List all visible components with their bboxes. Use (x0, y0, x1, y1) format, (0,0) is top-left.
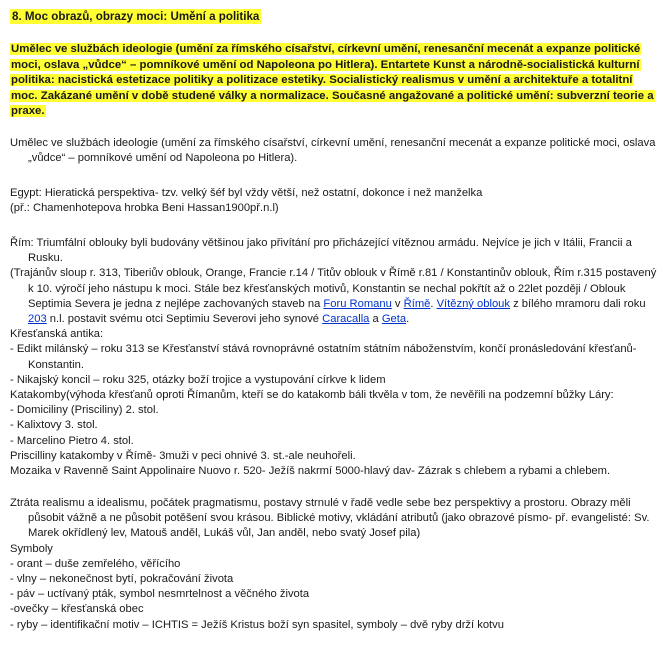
egypt-line-1: Egypt: Hieratická perspektiva- tzv. velký šéf byl vždy větší, než ostatní, dokonce i než manželka (10, 187, 483, 199)
symbol-item: -ovečky – křesťanská obec (10, 603, 144, 616)
christian-item: Katakomby(výhoda křesťanů oproti Římanům, kteří se do katakomb báli tkvěla v tom, že nevěřili na podzemní bůžky Láry: (10, 389, 614, 402)
link-caracalla[interactable]: Caracalla (322, 313, 370, 326)
christian-heading: Křesťanská antika: (10, 328, 104, 341)
summary-text: Umělec ve službách ideologie (umění za římského císařství, církevní umění, renesanční mecenát a expanze politické moci, oslava „vůdce“ – pomníkové umění od Napoleona po Hitlera). Entartete Kunst a národně-socialistická kulturní politika: nacistická estetizace politiky a politizace estetiky. Socialistický realismus v umění a architektuře a totalitní moc. Zakázané umění v době studené války a normalizace. Současné angažované a politické umění: subverzní teorie a praxe. (11, 43, 654, 118)
christian-item: - Marcelino Pietro 4. stol. (10, 434, 134, 447)
rome-examples-c: . (430, 297, 437, 310)
rome-section (10, 236, 662, 479)
rome-examples-g: . (406, 313, 410, 326)
rome-examples-a: (Trajánův sloup r. 313, Tiberiův oblouk, Orange, Francie r.14 / Titův oblouk v Římě r.81 / Konstantinův oblouk, Řím r.315 postavený k 10. výročí jeho nástupu k moci. Stále bez křesťanských motivů, Konstantin se nechal pokřtít až o 22let později / Oblouk Septimia Severa je jedna z nejlépe zachovaných staveb na (10, 267, 657, 310)
link-203[interactable]: 203 (28, 313, 47, 326)
realism-text: Ztráta realismu a idealismu, počátek pragmatismu, postavy strnulé v řadě vedle sebe bez perspektivy a prostoru. Obrazy měli působit vážně a ne působit potěšení svou krásou. Biblické motivy, vkládání atributů (jako obrazové písmo- př. evangelisté: Sv. Marek okřídlený lev, Matouš anděl, Lukáš vůl, Jan anděl, nebo svatý Josef pila) (10, 497, 650, 540)
christian-item: Priscilliny katakomby v Římě- 3muži v peci ohnivé 3. st.-ale neuhořeli. (10, 449, 356, 462)
symbol-item: - páv – uctívaný pták, symbol nesmrtelnost a věčného života (10, 588, 310, 601)
rome-examples-b: v (391, 297, 404, 310)
link-foru-romanu[interactable]: Foru Romanu (323, 297, 392, 310)
intro-text: Umělec ve službách ideologie (umění za římského císařství, církevní umění, renesanční mecenát a expanze politické moci, oslava „vůdce“ – pomníkové umění od Napoleona po Hitlera). (10, 137, 656, 165)
rome-text: Řím: Triumfální oblouky byli budovány většinou jako přivítání pro přicházející vítěznou armádu. Nejvíce je jich v Itálii, Francii a Rusku. (10, 237, 632, 265)
symbol-item: - orant – duše zemřelého, věřícího (10, 557, 181, 570)
highlighted-summary (10, 42, 656, 120)
rome-examples (10, 266, 662, 327)
intro-paragraph (10, 136, 662, 166)
christian-item: - Kalixtovy 3. stol. (10, 419, 98, 432)
section-title: 8. Moc obrazů, obrazy moci: Umění a politika (12, 10, 260, 23)
symbols-heading: Symboly (10, 542, 53, 555)
rome-examples-d: z bílého mramoru dali roku (509, 297, 646, 310)
christian-item: Mozaika v Ravenně Saint Appolinaire Nuovo r. 520- Ježíš nakrmí 5000-hlavý dav- Zázrak s chlebem a rybami a chlebem. (10, 465, 611, 478)
symbol-item: - ryby – identifikační motiv – ICHTIS = Ježíš Kristus boží syn spasitel, symboly – dvě ryby drží kotvu (10, 618, 504, 631)
christian-item: - Nikajský koncil – roku 325, otázky boží trojice a vystupování církve k lidem (10, 373, 386, 386)
christian-item: - Domiciliny (Prisciliny) 2. stol. (10, 404, 159, 417)
egypt-line-2: (př.: Chamenhotepova hrobka Beni Hassan1900př.n.l) (10, 202, 279, 215)
symbol-item: - vlny – nekonečnost bytí, pokračování života (10, 573, 234, 586)
rome-examples-e: n.l. postavit svému otci Septimiu Severovi jeho synové (46, 313, 323, 326)
rome-examples-f: a (369, 313, 382, 326)
link-vitezny-oblouk[interactable]: Vítězný oblouk (436, 297, 510, 310)
link-rime[interactable]: Římě (403, 297, 431, 310)
link-geta[interactable]: Geta (381, 313, 407, 326)
christian-item: - Edikt milánský – roku 313 se Křesťanství stává rovnoprávné ostatním státním náboženstvím, končí pronásledování křesťanů- Konstantin. (10, 343, 637, 371)
egypt-paragraph (10, 186, 662, 216)
realism-section (10, 496, 662, 633)
